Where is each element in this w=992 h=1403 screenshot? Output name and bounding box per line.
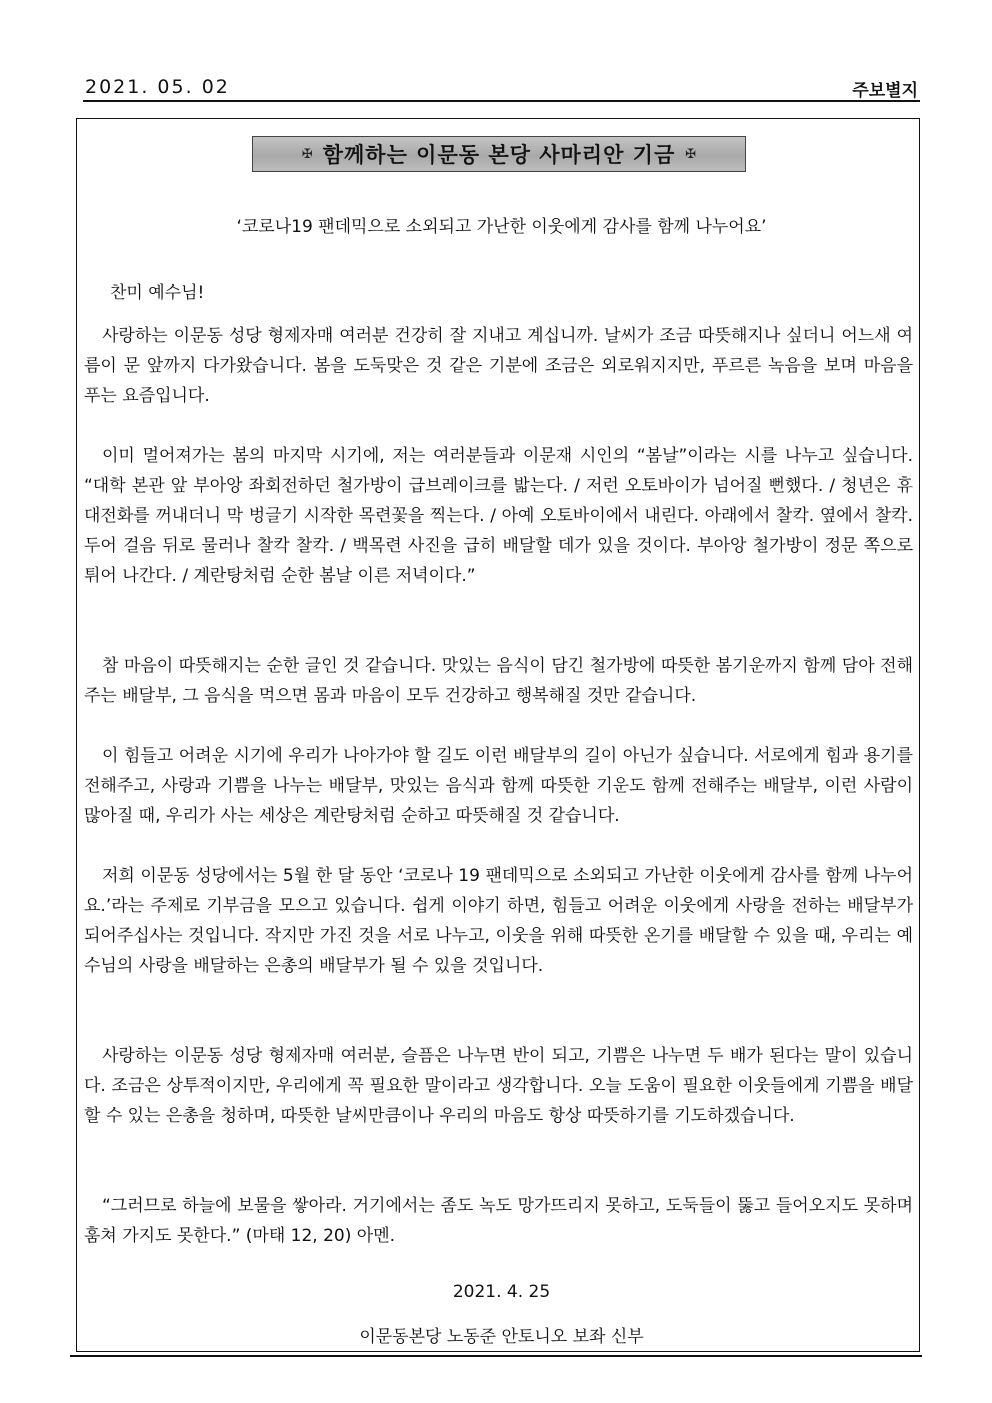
footer-divider [70, 1355, 922, 1357]
page-title: 함께하는 이문동 본당 사마리안 기금 [322, 143, 676, 167]
paragraph-4: 이 힘들고 어려운 시기에 우리가 나아가야 할 길도 이런 배달부의 길이 아닌가 싶습니다. 서로에게 힘과 용기를 전해주고, 사랑과 기쁨을 나누는 배달부, 맛있는 음식과 함께 따뜻한 기운도 함께 전해주는 배달부, 이런 사람이 많아질 때, 우리가 사는 세상은 계란탕처럼 순하고 따뜻해질 것 같습니다. [84, 746, 913, 826]
paragraph-3: 참 마음이 따뜻해지는 순한 글인 것 같습니다. 맛있는 음식이 담긴 철가방에 따뜻한 봄기운까지 함께 담아 전해주는 배달부, 그 음식을 먹으면 몸과 마음이 모두 건강하고 행복해질 것만 같습니다. [84, 656, 913, 706]
cross-icon: ✠ [301, 146, 313, 162]
signature-name: 이문동본당 노동준 안토니오 보좌 신부 [359, 1327, 644, 1347]
bulletin-date: 2021. 05. 02 [85, 76, 230, 98]
paragraph-1: 사랑하는 이문동 성당 형제자매 여러분 건강히 잘 지내고 계십니까. 날씨가 조금 따뜻해지나 싶더니 어느새 여름이 문 앞까지 다가왔습니다. 봄을 도둑맞은 것 같은 기분에 조금은 외로워지지만, 푸르른 녹음을 보며 마음을 푸는 요즘입니다. [84, 326, 913, 406]
header-divider [83, 100, 920, 102]
title-banner [252, 136, 746, 172]
signature-date: 2021. 4. 25 [452, 1282, 551, 1302]
paragraph-5: 저희 이문동 성당에서는 5월 한 달 동안 ‘코로나 19 팬데믹으로 소외되고 가난한 이웃에게 감사를 함께 나누어요.’라는 주제로 기부금을 모으고 있습니다. 쉽게 이야기 하면, 힘들고 어려운 이웃에게 사랑을 전하는 배달부가 되어주십사는 것입니다. 작지만 가진 것을 서로 나누고, 이웃을 위해 따뜻한 온기를 배달할 수 있을 때, 우리는 예수님의 사랑을 배달하는 은총의 배달부가 될 수 있을 것입니다. [84, 866, 913, 976]
cross-icon: ✠ [685, 146, 697, 162]
content-frame [76, 118, 920, 1352]
paragraph-7: “그러므로 하늘에 보물을 쌓아라. 거기에서는 좀도 녹도 망가뜨리지 못하고, 도둑들이 뚫고 들어오지도 못하며 훔쳐 가지도 못한다.” (마태 12, 20) 아멘. [84, 1196, 913, 1246]
theme-subtitle: ‘코로나19 팬데믹으로 소외되고 가난한 이웃에게 감사를 함께 나누어요’ [236, 217, 767, 237]
page-header [83, 72, 920, 102]
greeting: 찬미 예수님! [110, 283, 205, 303]
paragraph-6: 사랑하는 이문동 성당 형제자매 여러분, 슬픔은 나누면 반이 되고, 기쁨은 나누면 두 배가 된다는 말이 있습니다. 조금은 상투적이지만, 우리에게 꼭 필요한 말이라고 생각합니다. 오늘 도움이 필요한 이웃들에게 기쁨을 배달할 수 있는 은총을 청하며, 따뜻한 날씨만큼이나 우리의 마음도 항상 따뜻하기를 기도하겠습니다. [84, 1046, 913, 1126]
paragraph-2: 이미 멀어져가는 봄의 마지막 시기에, 저는 여러분들과 이문재 시인의 “봄날”이라는 시를 나누고 싶습니다. “대학 본관 앞 부아앙 좌회전하던 철가방이 급브레이크를 밟는다. / 저런 오토바이가 넘어질 뻔했다. / 청년은 휴대전화를 꺼내더니 막 벙글기 시작한 목련꽃을 찍는다. / 아예 오토바이에서 내린다. 아래에서 찰칵. 옆에서 찰칵. 두어 걸음 뒤로 물러나 찰칵 찰칵. / 백목련 사진을 급히 배달할 데가 있을 것이다. 부아앙 철가방이 정문 쪽으로 튀어 나간다. / 계란탕처럼 순한 봄날 이른 저녁이다.” [84, 446, 913, 586]
bulletin-tag: 주보별지 [852, 81, 918, 101]
